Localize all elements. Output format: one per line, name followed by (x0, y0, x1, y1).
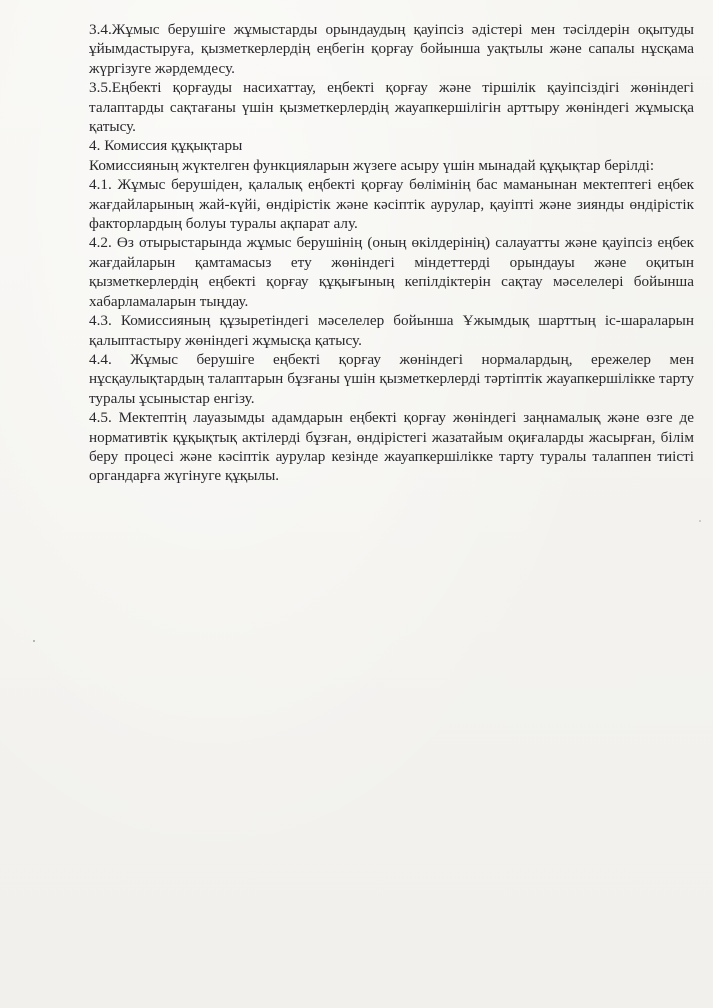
paragraph-4-1: 4.1. Жұмыс берушіден, қалалық еңбекті қорғау бөлімінің бас маманынан мектептегі еңбек жағдайларының жай-күйі, өндірістік және кәсіптік аурулар, қауіпті және зиянды өндірістік факторлардың болуы туралы ақпарат алу. (89, 176, 694, 233)
section-heading-4: 4. Комиссия құқықтары (89, 137, 243, 155)
paragraph-4-2: 4.2. Өз отырыстарында жұмыс берушінің (оның өкілдерінің) салауатты және қауіпсіз еңбек жағдайларын қамтамасыз ету жөніндегі міндеттерді орындауы және оқитын қызметкерлердің еңбекті қорғау құқығының кепілдіктерін сақтау мәселелері бойынша хабарламаларын тыңдау. (89, 234, 694, 310)
paragraph-4-3: 4.3. Комиссияның құзыретіндегі мәселелер бойынша Ұжымдық шарттың іс-шараларын қалыптастыру жөніндегі жұмысқа қатысу. (89, 312, 694, 349)
paragraph-4-5: 4.5. Мектептің лауазымды адамдарын еңбекті қорғау жөніндегі заңнамалық және өзге де нормативтік құқықтық актілерді бұзған, өндірістегі жазатайым оқиғаларды жасырған, білім беру процесі және кәсіптік аурулар кезінде жауапкершілікке тарту туралы талаппен тиісті органдарға жүгінуге құқылы. (89, 409, 694, 485)
paragraph-4-4: 4.4. Жұмыс берушіге еңбекті қорғау жөніндегі нормалардың, ережелер мен нұсқаулықтардың талаптарын бұзғаны үшін қызметкерлерді тәртіптік жауапкершілікке тарту туралы ұсыныстар енгізу. (89, 350, 694, 407)
paragraph-section-4-intro: Комиссияның жүктелген функцияларын жүзеге асыру үшін мынадай құқықтар берілді: (89, 156, 655, 174)
scan-speck (699, 520, 701, 522)
paragraph-3-4: 3.4.Жұмыс берушіге жұмыстарды орындаудың қауіпсіз әдістері мен тәсілдерін оқытуды ұйымдастыруға, қызметкерлердің еңбегін қорғау бойынша уақтылы және сапалы нұсқама жүргізуге жәрдемдесу. (89, 21, 694, 77)
document-body (89, 20, 694, 486)
paragraph-3-5: 3.5.Еңбекті қорғауды насихаттау, еңбекті қорғау және тіршілік қауіпсіздігі жөніндегі талаптарды сақтағаны үшін қызметкерлердің жауапкершілігін арттыру жөніндегі жұмысқа қатысу. (89, 79, 694, 136)
scan-speck (33, 640, 35, 642)
